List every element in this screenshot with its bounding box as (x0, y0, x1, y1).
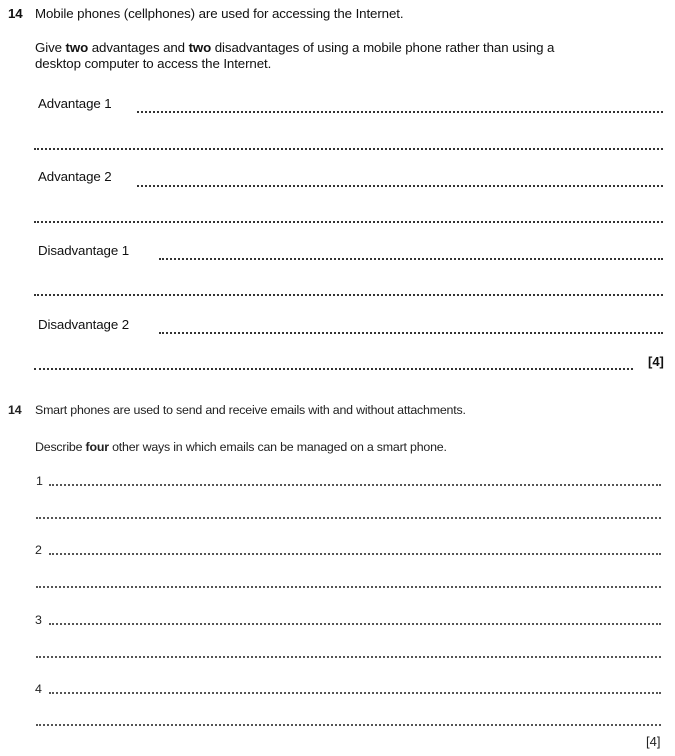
answer-line-2-continued[interactable] (36, 586, 661, 588)
answer-line-2[interactable] (49, 553, 661, 555)
instruction-text: disadvantages of using a mobile phone rather than using a (211, 40, 555, 55)
question-instruction (35, 440, 447, 454)
answer-line-disadvantage-1[interactable] (159, 258, 663, 260)
emphasis-two: two (188, 40, 212, 55)
question-instruction (35, 40, 554, 55)
marks-indicator: [4] (646, 734, 661, 749)
answer-line-advantage-1[interactable] (137, 111, 663, 113)
answer-line-advantage-1-continued[interactable] (34, 148, 663, 150)
answer-label-disadvantage-1: Disadvantage 1 (38, 243, 130, 258)
answer-line-1-continued[interactable] (36, 517, 661, 519)
instruction-text: Describe (35, 440, 86, 454)
question-number: 14 (8, 403, 22, 417)
answer-line-advantage-2-continued[interactable] (34, 221, 663, 223)
question-stem: Mobile phones (cellphones) are used for accessing the Internet. (35, 6, 404, 21)
answer-line-disadvantage-2[interactable] (159, 332, 663, 334)
question-number: 14 (8, 6, 23, 21)
instruction-text: Give (35, 40, 66, 55)
emphasis-four: four (85, 440, 109, 454)
answer-line-1[interactable] (49, 484, 661, 486)
marks-indicator: [4] (648, 354, 664, 369)
answer-line-disadvantage-2-continued[interactable] (34, 368, 633, 370)
instruction-text: other ways in which emails can be managed on a smart phone. (108, 440, 447, 454)
answer-line-4[interactable] (49, 692, 661, 694)
instruction-text: advantages and (88, 40, 189, 55)
answer-label-4: 4 (35, 682, 42, 696)
answer-line-3-continued[interactable] (36, 656, 661, 658)
emphasis-two: two (65, 40, 89, 55)
answer-label-disadvantage-2: Disadvantage 2 (38, 317, 130, 332)
question-stem: Smart phones are used to send and receive emails with and without attachments. (35, 403, 466, 417)
answer-line-advantage-2[interactable] (137, 185, 663, 187)
answer-label-1: 1 (36, 474, 43, 488)
answer-label-3: 3 (35, 613, 42, 627)
question-instruction-line2: desktop computer to access the Internet. (35, 56, 272, 71)
answer-line-3[interactable] (49, 623, 661, 625)
answer-label-2: 2 (35, 543, 42, 557)
answer-line-disadvantage-1-continued[interactable] (34, 294, 663, 296)
answer-label-advantage-1: Advantage 1 (38, 96, 112, 111)
answer-label-advantage-2: Advantage 2 (38, 169, 112, 184)
answer-line-4-continued[interactable] (36, 724, 661, 726)
